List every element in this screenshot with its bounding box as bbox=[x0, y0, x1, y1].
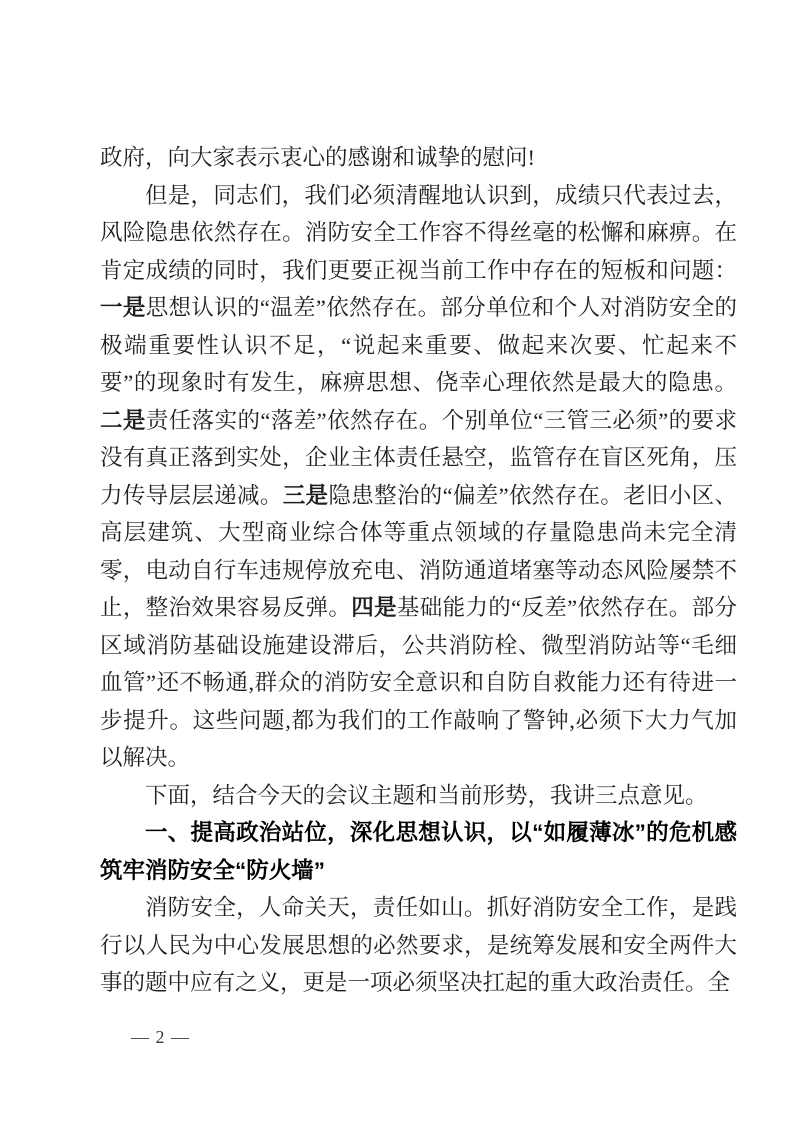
emphasis-run: 四是 bbox=[351, 595, 397, 620]
emphasis-run: 三是 bbox=[282, 482, 329, 508]
text-run: 一、提高政治站位，深化思想认识，以“如履薄冰”的危机感筑牢消防安全“防火墙” bbox=[100, 820, 737, 883]
paragraph bbox=[100, 139, 737, 177]
section-heading bbox=[100, 814, 737, 889]
paragraph bbox=[100, 177, 737, 777]
text-run: 下面，结合今天的会议主题和当前形势，我讲三点意见。 bbox=[145, 782, 708, 808]
text-run: 消防安全，人命关天，责任如山。抓好消防安全工作，是践行以人民为中心发展思想的必然要求，是统筹发展和安全两件大事的题中应有之义，更是一项必须坚决扛起的重大政治责任。全 bbox=[100, 895, 737, 995]
text-run: 基础能力的“反差”依然存在。部分区域消防基础设施建设滞后，公共消防栓、微型消防站等“毛细血管”还不畅通,群众的消防安全意识和自防自救能力还有待进一步提升。这些问题,都为我们的工作敲响了警钟,必须下大力气加以解决。 bbox=[100, 595, 737, 770]
text-run: 但是，同志们，我们必须清醒地认识到，成绩只代表过去，风险隐患依然存在。消防安全工作容不得丝毫的松懈和麻痹。在肯定成绩的同时，我们更要正视当前工作中存在的短板和问题： bbox=[100, 182, 737, 283]
paragraph bbox=[100, 889, 737, 1002]
text-run: 政府，向大家表示衷心的感谢和诚挚的慰问! bbox=[100, 145, 535, 170]
text-run: 隐患整治的“偏差”依然存在。老旧小区、高层建筑、大型商业综合体等重点领域的存量隐患尚未完全清零，电动自行车违规停放充电、消防通道堵塞等动态风险屡禁不止，整治效果容易反弹。 bbox=[100, 482, 737, 620]
emphasis-run: 一是 bbox=[100, 295, 146, 320]
emphasis-run: 二是 bbox=[100, 407, 146, 433]
document-body bbox=[100, 139, 737, 1002]
paragraph bbox=[100, 777, 737, 815]
page-number: — 2 — bbox=[131, 1027, 190, 1047]
text-run: 责任落实的“落差”依然存在。个别单位“三管三必须”的要求没有真正落到实处，企业主体责任悬空，监管存在盲区死角，压力传导层层递减。 bbox=[100, 407, 737, 508]
text-run: 思想认识的“温差”依然存在。部分单位和个人对消防安全的极端重要性认识不足，“说起来重要、做起来次要、忙起来不要”的现象时有发生，麻痹思想、侥幸心理依然是最大的隐患。 bbox=[100, 295, 737, 395]
